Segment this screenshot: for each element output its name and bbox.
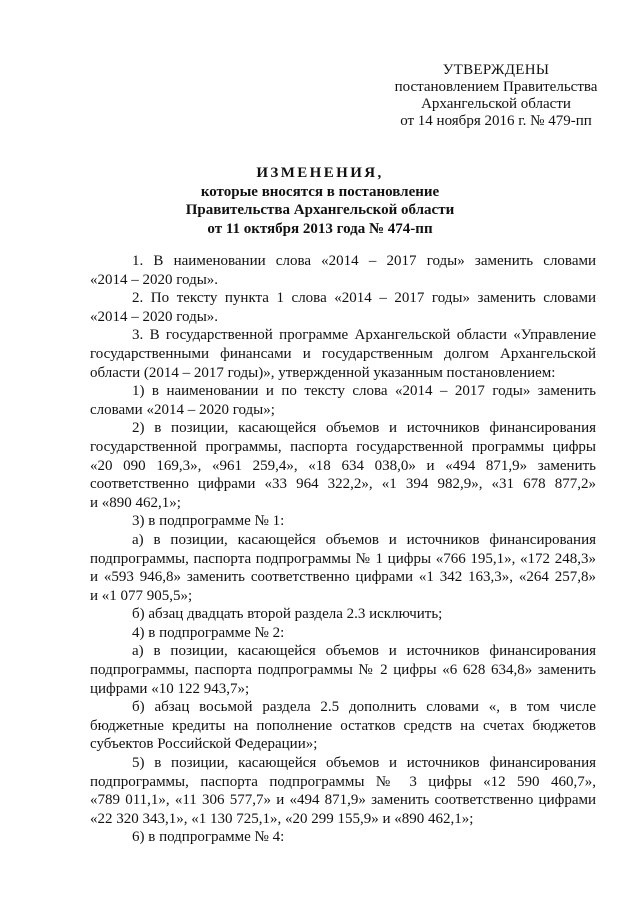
paragraph-line: 1. В наименовании слова «2014 – 2017 годы» заменить словами xyxy=(132,253,596,269)
paragraph-line: словами «2014 – 2020 годы»; xyxy=(90,401,275,418)
approval-title: УТВЕРЖДЕНЫ xyxy=(442,62,550,78)
paragraph-line: «2014 – 2020 годы». xyxy=(90,271,219,288)
paragraph-line: а) в позиции, касающейся объемов и источников финансирования xyxy=(132,643,596,660)
heading-line: от 11 октября 2013 года № 474-пп xyxy=(207,220,433,237)
approval-line: постановлением Правительства xyxy=(394,79,598,95)
paragraph-line: государственными финансами и государственным долгом Архангельской xyxy=(90,345,596,362)
heading-line: которые вносятся в постановление xyxy=(200,183,440,200)
paragraph-line: «2014 – 2020 годы». xyxy=(90,308,219,325)
paragraph-line: цифрами «10 122 943,7»; xyxy=(90,680,250,697)
paragraph-line: и «1 077 905,5»; xyxy=(90,587,193,604)
paragraph-line: 4) в подпрограмме № 2: xyxy=(132,624,285,641)
approval-block xyxy=(380,62,612,130)
paragraph-line: «789 011,1», «11 306 577,7» и «494 871,9» заменить соответственно цифрами xyxy=(90,792,596,809)
paragraph-line: 2. По тексту пункта 1 слова «2014 – 2017 годы» заменить словами xyxy=(132,290,596,307)
document-heading xyxy=(90,164,550,238)
paragraph-line: б) абзац восьмой раздела 2.5 дополнить словами «, в том числе xyxy=(132,699,596,716)
paragraph-line: и «890 462,1»; xyxy=(90,494,181,511)
heading-line: Правительства Архангельской области xyxy=(185,202,455,218)
heading-title: ИЗМЕНЕНИЯ, xyxy=(256,165,384,181)
paragraph-line: соответственно цифрами «33 964 322,2», «1 394 982,9», «31 678 877,2» xyxy=(90,476,596,493)
approval-line: от 14 ноября 2016 г. № 479-пп xyxy=(400,113,592,129)
paragraph-line: 5) в позиции, касающейся объемов и источников финансирования xyxy=(132,755,596,772)
paragraph-line: б) абзац двадцать второй раздела 2.3 исключить; xyxy=(132,606,443,623)
paragraph-line: «22 320 343,1», «1 130 725,1», «20 299 155,9» и «890 462,1»; xyxy=(90,810,474,827)
paragraph-line: 1) в наименовании и по тексту слова «2014 – 2017 годы» заменить xyxy=(132,383,596,400)
document-body xyxy=(90,252,596,847)
paragraph-line: и «593 946,8» заменить соответственно цифрами «1 342 163,3», «264 257,8» xyxy=(90,569,596,586)
paragraph-line: подпрограммы, паспорта подпрограммы № 2 цифры «6 628 634,8» заменить xyxy=(90,662,596,679)
paragraph-line: государственной программы, паспорта государственной программы цифры xyxy=(90,438,596,455)
paragraph-line: области (2014 – 2017 годы)», утвержденной указанным постановлением: xyxy=(90,364,556,381)
paragraph-line: субъектов Российской Федерации»; xyxy=(90,736,318,753)
paragraph-line: «20 090 169,3», «961 259,4», «18 634 038,0» и «494 871,9» заменить xyxy=(90,457,596,474)
paragraph-line: бюджетные кредиты на пополнение остатков средств на счетах бюджетов xyxy=(90,717,596,734)
paragraph-line: а) в позиции, касающейся объемов и источников финансирования xyxy=(132,531,596,548)
paragraph-line: 2) в позиции, касающейся объемов и источников финансирования xyxy=(132,420,596,437)
paragraph-line: 6) в подпрограмме № 4: xyxy=(132,829,285,846)
paragraph-line: 3) в подпрограмме № 1: xyxy=(132,513,285,530)
approval-line: Архангельской области xyxy=(421,96,571,112)
paragraph-line: подпрограммы, паспорта подпрограммы № 3 цифры «12 590 460,7», xyxy=(90,773,596,790)
paragraph-line: подпрограммы, паспорта подпрограммы № 1 цифры «766 195,1», «172 248,3» xyxy=(90,550,596,567)
paragraph-line: 3. В государственной программе Архангельской области «Управление xyxy=(132,327,596,344)
